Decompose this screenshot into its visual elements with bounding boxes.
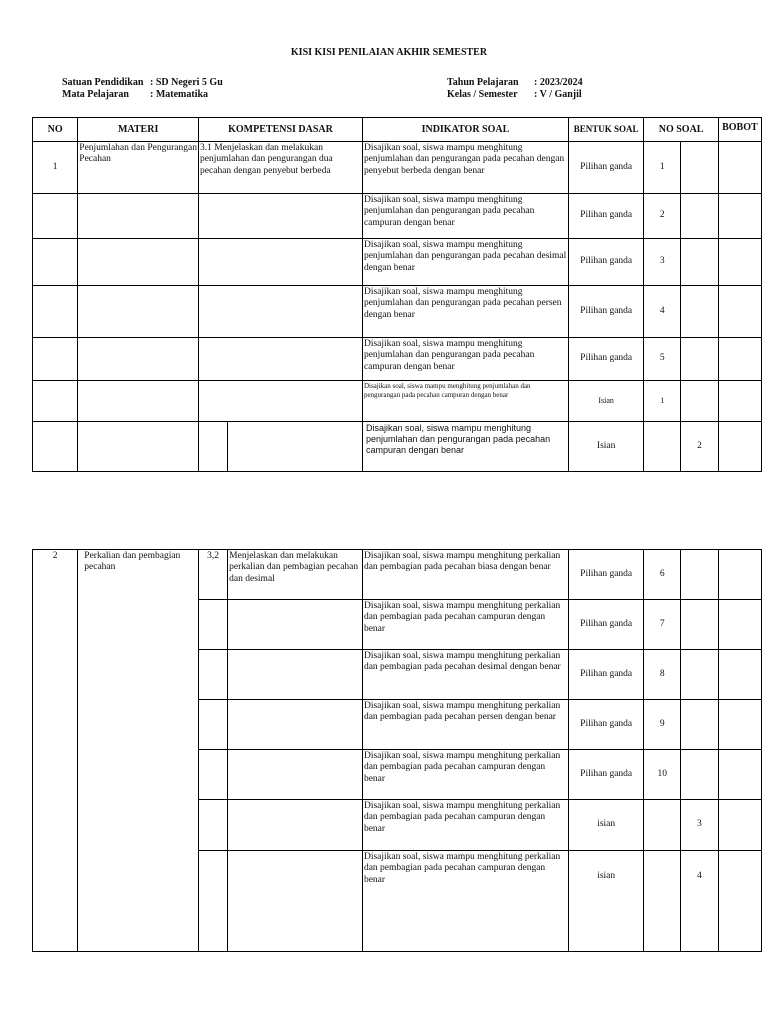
bobot-cell [718, 422, 761, 472]
no-soal-isian-cell [681, 550, 719, 600]
indikator-cell: Disajikan soal, siswa mampu menghitung perkalian dan pembagian pada pecahan biasa dengan benar [362, 550, 568, 600]
bentuk-cell: Pilihan ganda [568, 700, 643, 750]
no-soal-pg-cell: 8 [644, 650, 681, 700]
indikator-cell: Disajikan soal, siswa mampu menghitung penjumlahan dan pengurangan pada pecahan persen dengan benar [362, 286, 568, 338]
col-kd: KOMPETENSI DASAR [199, 118, 363, 142]
bobot-cell [718, 800, 761, 851]
mapel-value: : Matematika [150, 89, 209, 100]
no-soal-pg-cell: 9 [644, 700, 681, 750]
tahun-label: Tahun Pelajaran [447, 77, 519, 88]
bentuk-cell: Pilihan ganda [568, 142, 643, 194]
bobot-cell [718, 750, 761, 800]
no-soal-isian-cell [681, 239, 719, 286]
indikator-cell: Disajikan soal, siswa mampu menghitung perkalian dan pembagian pada pecahan campuran dengan benar [362, 750, 568, 800]
bobot-cell [718, 550, 761, 600]
indikator-cell: Disajikan soal, siswa mampu menghitung penjumlahan dan pengurangan pada pecahan desimal dengan benar [362, 239, 568, 286]
no-soal-pg-cell [644, 851, 681, 952]
no-soal-pg-cell: 5 [644, 338, 681, 381]
no-soal-isian-cell [681, 600, 719, 650]
table-row [33, 381, 762, 422]
bentuk-cell: Pilihan ganda [568, 338, 643, 381]
bentuk-cell: Pilihan ganda [568, 194, 643, 239]
table-row [33, 142, 762, 194]
no-soal-isian-cell [681, 338, 719, 381]
bobot-cell [718, 851, 761, 952]
tahun-value: : 2023/2024 [534, 77, 583, 88]
bentuk-cell: Isian [568, 422, 643, 472]
bentuk-cell: isian [568, 800, 643, 851]
no-soal-isian-cell: 2 [681, 422, 719, 472]
table-row [33, 550, 762, 600]
indikator-cell: Disajikan soal, siswa mampu menghitung perkalian dan pembagian pada pecahan campuran dengan benar [362, 851, 568, 952]
bobot-cell [718, 381, 761, 422]
materi-cell: Penjumlahan dan Pengurangan Pecahan [78, 142, 199, 194]
indikator-cell: Disajikan soal, siswa mampu menghitung penjumlahan dan pengurangan pada pecahan campuran dengan benar [362, 422, 568, 472]
table-row [33, 239, 762, 286]
bobot-cell [718, 338, 761, 381]
row-no: 2 [33, 550, 78, 952]
bentuk-cell: Pilihan ganda [568, 750, 643, 800]
col-indikator: INDIKATOR SOAL [362, 118, 568, 142]
table-header-row [33, 118, 762, 142]
no-soal-isian-cell: 4 [681, 851, 719, 952]
bobot-cell [718, 142, 761, 194]
bobot-cell [718, 600, 761, 650]
no-soal-pg-cell: 7 [644, 600, 681, 650]
row-no: 1 [33, 142, 78, 194]
indikator-cell: Disajikan soal, siswa mampu menghitung perkalian dan pembagian pada pecahan desimal dengan benar [362, 650, 568, 700]
col-bobot: BOBOT [718, 118, 761, 142]
no-soal-pg-cell: 2 [644, 194, 681, 239]
bentuk-cell: Pilihan ganda [568, 600, 643, 650]
kd-cell: 3.1 Menjelaskan dan melakukan penjumlahan dan pengurangan dua pecahan dengan penyebut berbeda [199, 142, 363, 194]
indikator-cell: Disajikan soal, siswa mampu menghitung perkalian dan pembagian pada pecahan campuran dengan benar [362, 600, 568, 650]
kd-number-cell: 3,2 [199, 550, 228, 600]
no-soal-isian-cell [681, 142, 719, 194]
indikator-cell: Disajikan soal, siswa mampu menghitung perkalian dan pembagian pada pecahan persen dengan benar [362, 700, 568, 750]
no-soal-isian-cell [681, 381, 719, 422]
no-soal-pg-cell: 4 [644, 286, 681, 338]
table-row [33, 338, 762, 381]
col-bentuk: BENTUK SOAL [568, 118, 643, 142]
bobot-cell [718, 700, 761, 750]
no-soal-isian-cell [681, 700, 719, 750]
kisi-table-1 [32, 117, 762, 472]
indikator-cell: Disajikan soal, siswa mampu menghitung perkalian dan pembagian pada pecahan campuran dengan benar [362, 800, 568, 851]
no-soal-isian-cell [681, 650, 719, 700]
materi-cell: Perkalian dan pembagian pecahan [78, 550, 199, 952]
bentuk-cell: Pilihan ganda [568, 550, 643, 600]
satuan-label: Satuan Pendidikan [62, 77, 144, 88]
indikator-cell: Disajikan soal, siswa mampu menghitung penjumlahan dan pengurangan pada pecahan dengan penyebut berbeda dengan benar [362, 142, 568, 194]
bentuk-cell: Pilihan ganda [568, 650, 643, 700]
col-no: NO [33, 118, 78, 142]
no-soal-isian-cell [681, 750, 719, 800]
bentuk-cell: Pilihan ganda [568, 239, 643, 286]
kelas-label: Kelas / Semester [447, 89, 518, 100]
col-materi: MATERI [78, 118, 199, 142]
no-soal-pg-cell [644, 800, 681, 851]
no-soal-pg-cell: 1 [644, 381, 681, 422]
bentuk-cell: Isian [568, 381, 643, 422]
kd-cell: Menjelaskan dan melakukan perkalian dan pembagian pecahan dan desimal [228, 550, 363, 600]
bobot-cell [718, 650, 761, 700]
bentuk-cell: isian [568, 851, 643, 952]
kelas-value: : V / Ganjil [534, 89, 582, 100]
no-soal-isian-cell [681, 286, 719, 338]
kisi-table-2 [32, 549, 762, 952]
table-row [33, 194, 762, 239]
bentuk-cell: Pilihan ganda [568, 286, 643, 338]
table-row [33, 422, 762, 472]
indikator-cell: Disajikan soal, siswa mampu menghitung penjumlahan dan pengurangan pada pecahan campuran dengan benar [362, 381, 568, 422]
bobot-cell [718, 194, 761, 239]
no-soal-pg-cell: 10 [644, 750, 681, 800]
indikator-cell: Disajikan soal, siswa mampu menghitung penjumlahan dan pengurangan pada pecahan campuran dengan benar [362, 194, 568, 239]
no-soal-pg-cell [644, 422, 681, 472]
document-title: KISI KISI PENILAIAN AKHIR SEMESTER [290, 47, 488, 58]
no-soal-pg-cell: 6 [644, 550, 681, 600]
mapel-label: Mata Pelajaran [62, 89, 129, 100]
bobot-cell [718, 239, 761, 286]
satuan-value: : SD Negeri 5 Gu [150, 77, 223, 88]
no-soal-isian-cell [681, 194, 719, 239]
col-no-soal: NO SOAL [644, 118, 718, 142]
no-soal-pg-cell: 1 [644, 142, 681, 194]
no-soal-pg-cell: 3 [644, 239, 681, 286]
indikator-cell: Disajikan soal, siswa mampu menghitung penjumlahan dan pengurangan pada pecahan campuran dengan benar [362, 338, 568, 381]
no-soal-isian-cell: 3 [681, 800, 719, 851]
table-row [33, 286, 762, 338]
bobot-cell [718, 286, 761, 338]
